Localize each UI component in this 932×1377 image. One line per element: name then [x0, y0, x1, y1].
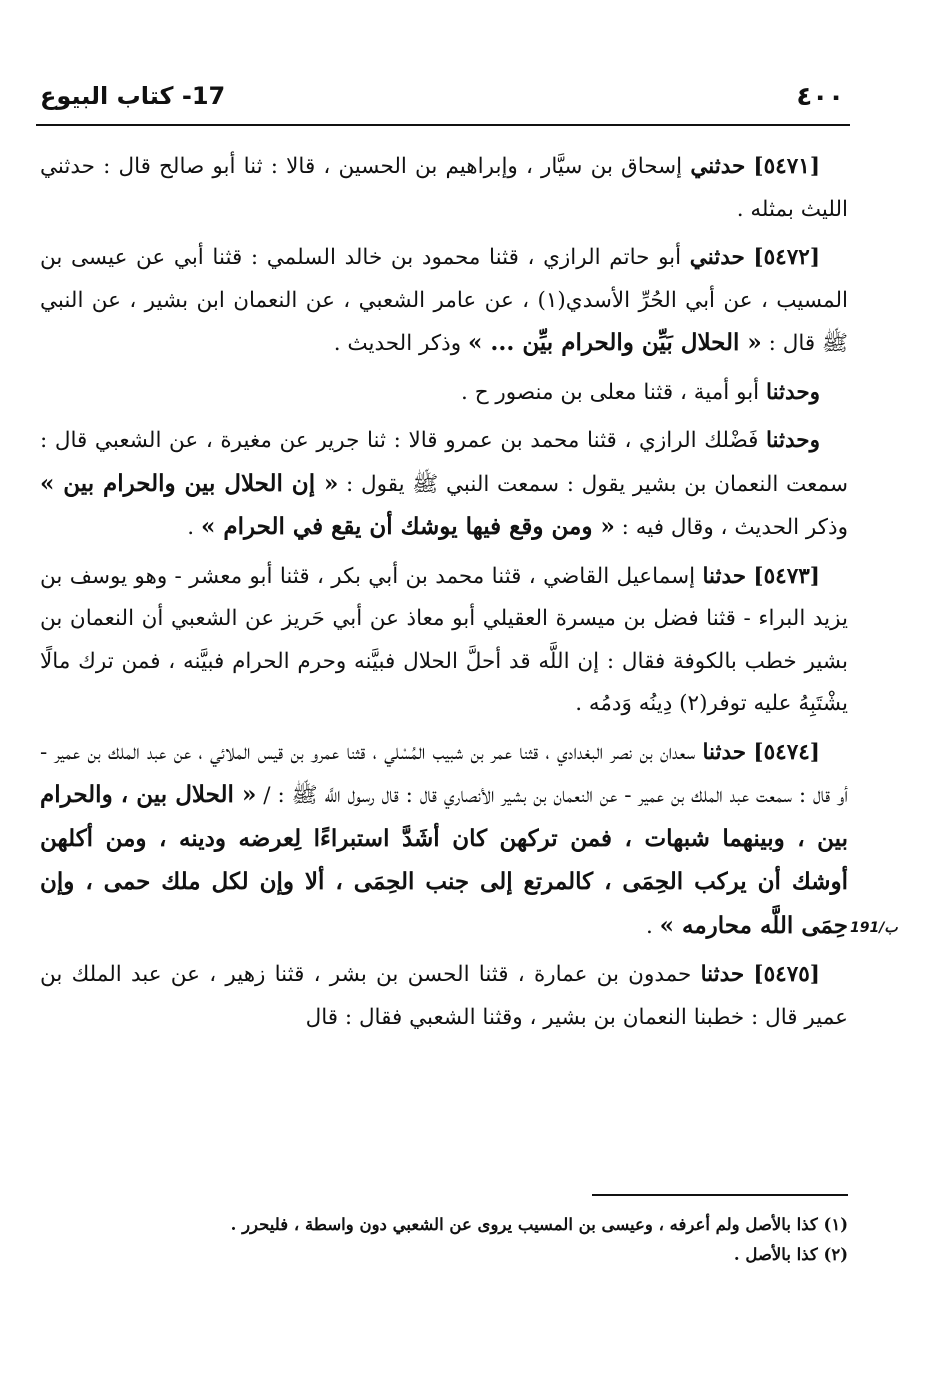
footnotes: [40, 1210, 848, 1270]
footnote: (١) كذا بالأصل ولم أعرفه ، وعيسى بن المسيب يروى عن الشعبي دون واسطة ، فليحرر .: [230, 1215, 848, 1234]
hadith-paragraph: [40, 556, 848, 726]
narration-lead: حدثنا: [700, 962, 745, 987]
paragraph-tail: وذكر الحديث ، وقال فيه :: [621, 515, 848, 540]
footnote: (٢) كذا بالأصل .: [733, 1245, 848, 1264]
paragraph-text: سعدان بن نصر البغدادي ، قثنا عمر بن شبيب المُسْلي ، قثنا عمرو بن قيس الملائي ، عن عبد الملك بن عمير - أو قال : سمعت عبد الملك بن عمير - عن النعمان بن بشير الأنصاري قال : قال رسول اللَّه ﷺ : /: [40, 739, 848, 808]
narration-lead: وحدثنا: [766, 379, 820, 405]
body-text: [40, 146, 848, 1045]
hadith-quote: « الحلال بَيِّن والحرام بيِّن ... »: [467, 329, 762, 356]
paragraph-text: أبو حاتم الرازي ، قثنا محمود بن خالد السلمي : قثنا أبي عن عيسى بن المسيب ، عن أبي الحُرِّ الأسدي(١) ، عن عامر الشعبي ، عن النعمان ابن بشير ، عن النبي ﷺ قال :: [40, 245, 848, 356]
paragraph-text: إسحاق بن سيَّار ، وإبراهيم بن الحسين ، قالا : ثنا أبو صالح قال : حدثني الليث بمثله .: [40, 154, 848, 222]
hadith-number: [٥٤٧٣]: [753, 563, 820, 589]
narration-lead: وحدثنا: [766, 428, 820, 453]
paragraph-text: حمدون بن عمارة ، قثنا الحسن بن بشر ، قثنا زهير ، عن عبد الملك بن عمير قال : خطبنا النعمان بن بشير ، وقثنا الشعبي فقال : قال: [40, 962, 848, 1030]
chain-paragraph: [40, 372, 848, 415]
hadith-quote: « الحلال بين ، والحرام بين ، وبينهما شبهات ، فمن تركهن كان أشَدَّ استبراءًا لِعرضه ودينه ، ومن أكلهن أوشك أن يركب الحِمَى ، كالمرتع إلى جنب الحِمَى ، ألا وإن لكل ملك حمى ، وإن حِمَى اللَّه محارمه »: [40, 781, 848, 939]
narration-lead: حدثنا: [702, 739, 747, 765]
paragraph-tail: وذكر الحديث .: [333, 331, 462, 356]
hadith-number: [٥٤٧٥]: [753, 962, 820, 987]
hadith-paragraph: [40, 237, 848, 366]
hadith-number: [٥٤٧٤]: [753, 739, 820, 765]
paragraph-tail-2: .: [187, 515, 195, 540]
manuscript-folio-note: 191/ب: [850, 920, 898, 936]
chain-paragraph: [40, 420, 848, 550]
hadith-paragraph: [40, 732, 848, 949]
footnote-rule: [592, 1194, 848, 1196]
hadith-number: [٥٤٧١]: [753, 154, 820, 179]
header-rule: [36, 124, 850, 126]
paragraph-text: فَضْلك الرازي ، قثنا محمد بن عمرو قالا : ثنا جرير عن مغيرة ، عن الشعبي قال : سمعت النعمان بن بشير يقول : سمعت النبي ﷺ يقول :: [40, 428, 848, 497]
narration-lead: حدثني: [689, 245, 745, 270]
book-title: 17- كتاب البيوع: [40, 82, 226, 110]
narration-lead: حدثني: [690, 154, 746, 179]
hadith-number: [٥٤٧٢]: [753, 245, 820, 270]
page-header: [40, 78, 848, 120]
hadith-paragraph: [40, 954, 848, 1039]
paragraph-tail: .: [645, 913, 653, 939]
paragraph-text: أبو أمية ، قثنا معلى بن منصور ح .: [461, 379, 760, 405]
hadith-paragraph: [40, 146, 848, 231]
hadith-quote: « إن الحلال بين والحرام بين »: [40, 469, 339, 497]
narration-lead: حدثنا: [702, 563, 747, 589]
page-number: ٤٠٠: [796, 82, 844, 112]
hadith-quote-2: « ومن وقع فيها يوشك أن يقع في الحرام »: [200, 513, 615, 540]
paragraph-text: إسماعيل القاضي ، قثنا محمد بن أبي بكر ، قثنا أبو معشر - وهو يوسف بن يزيد البراء - قثنا فضل بن ميسرة العقيلي أبو معاذ عن أبي حَريز عن الشعبي أن النعمان بن بشير خطب بالكوفة فقال : إن اللَّه قد أحلَّ الحلال فبيَّنه وحرم الحرام فبيَّنه ، فمن ترك مالًا يشْتَبِهُ عليه توفر(٢) دِينُه وَدمُه .: [40, 563, 848, 716]
